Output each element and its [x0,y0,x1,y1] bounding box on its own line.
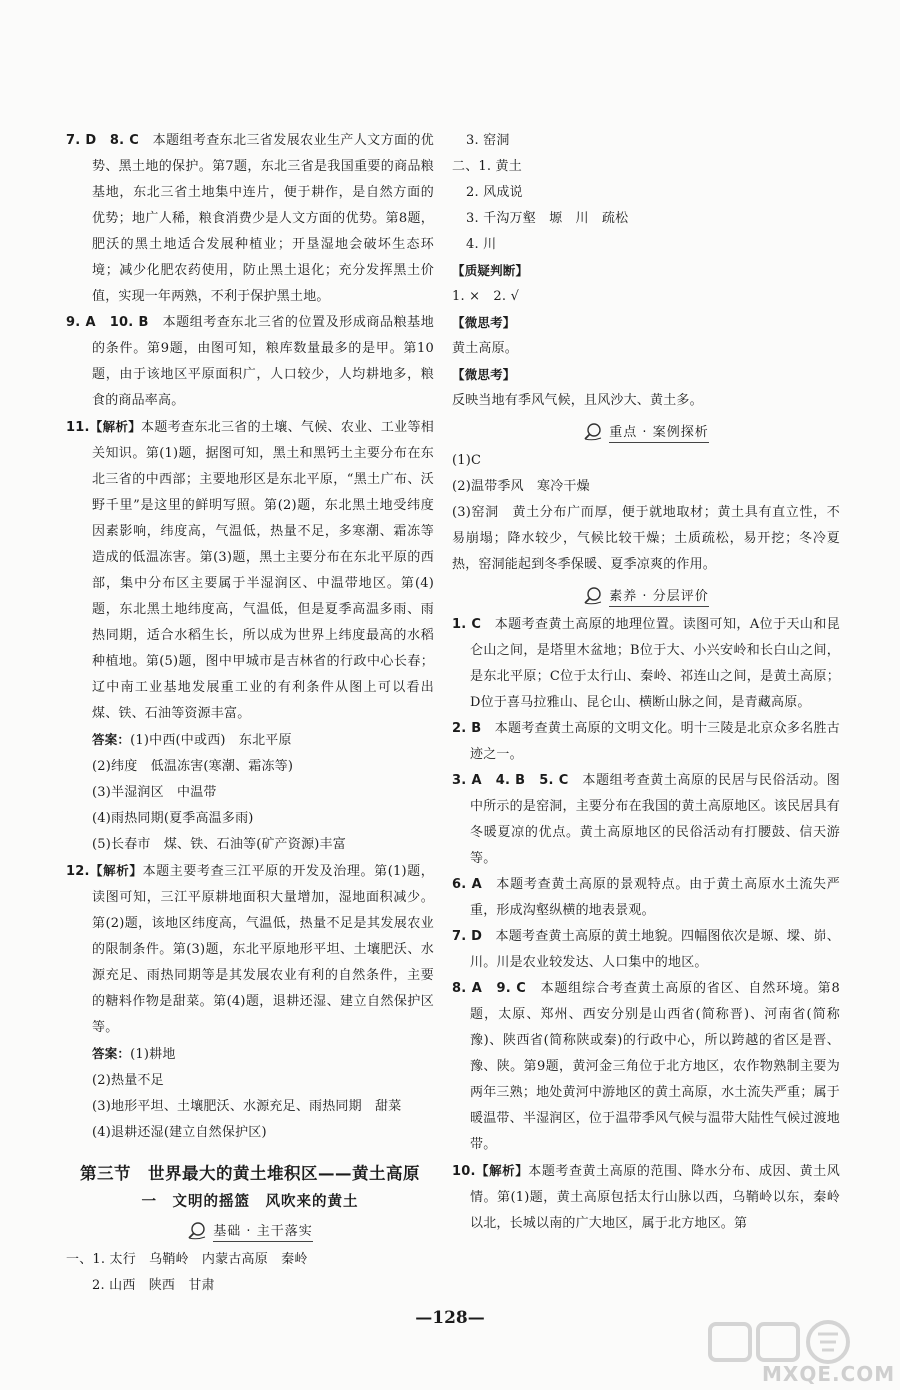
think-answer: 黄土高原。 [452,341,519,356]
think-answer: 反映当地有季风气候，且风沙大、黄土多。 [452,393,703,408]
question-number: 9. A 10. B [66,315,149,330]
judgment-answer: 1. × 2. √ [452,289,520,304]
think-label: 【微思考】 [452,315,516,330]
banner-label: 重点 · 案例探析 [609,421,708,443]
watermark-text: MXQE.COM [762,1362,896,1386]
explanation-text: 本题组考查东北三省的位置及形成商品粮基地的条件。第9题，由图可知，粮库数量最多的是甲。第10题，由于该地区平原面积广，人口较少，人均耕地多，粮食的商品率高。 [92,315,434,408]
answer-line: (1)中西(中或西) 东北平原 [130,733,292,748]
analysis-tag: 【解析】 [89,863,143,878]
answer-line: (2)温带季风 寒冷干燥 [452,479,590,494]
explanation-text: 本题组考查东北三省发展农业生产人文方面的优势、黑土地的保护。第7题，东北三省是我国重要的商品粮基地，东北三省土地集中连片，便于耕作，是自然方面的优势；地广人稀，粮食消费少是人文方面的优势。第8题，肥沃的黑土地适合发展种植业；开垦湿地会破坏生态环境；减少化肥农药使用，防止黑土退化；充分发挥黑土价值，实现一年两熟，不利于保护黑土地。 [92,133,435,304]
banner-label: 基础 · 主干落实 [213,1220,312,1242]
question-number: 7. D 8. C [66,133,139,148]
answer-line: (2)纬度 低温冻害(寒潮、霜冻等) [92,759,294,774]
answer-line: (2)热量不足 [92,1073,164,1088]
section-banner-evaluation [452,584,840,608]
answer-label-q11: 答案：(1)中西(中或西) 东北平原 [92,732,292,748]
banner-label: 素养 · 分层评价 [609,585,708,607]
answer-line: (4)雨热同期(夏季高温多雨) [92,811,254,826]
answer-item: 8. A 9. C 本题组综合考查黄土高原的省区、自然环境。第8题，太原、郑州、西安分别是山西省(简称晋)、河南省(简称豫)、陕西省(简称陕或秦)的行政中心，所以跨越的省区是晋、豫、陕。第9题，黄河金三角位于北方地区，农作物熟制主要为两年三熟；地处黄河中游地区的黄土高原，水土流失严重；属于暖温带、半湿润区，位于温带季风气候与温带大陆性气候过渡地带。 [452,981,841,1152]
think-label: 【微思考】 [452,367,516,382]
answer-line: 2. 风成说 [466,185,523,200]
answer-line: (1)C [452,453,482,468]
analysis-tag: 【解析】 [89,419,142,434]
answer-line: 4. 川 [466,237,497,252]
subsection-title: 一 文明的摇篮 风吹来的黄土 [141,1194,359,1210]
answer-line: 3. 窑洞 [466,133,510,148]
answer-line: 2. 山西 陕西 甘肃 [92,1278,215,1293]
answer-item: 7. D 本题考查黄土高原的黄土地貌。四幅图依次是塬、墚、峁、川。川是农业较发达、人口集中的地区。 [452,929,840,970]
answer-line: (3)地形平坦、土壤肥沃、水源充足、雨热同期 甜菜 [92,1099,402,1114]
judgment-label: 【质疑判断】 [452,263,529,278]
answer-item: 10.【解析】本题考查黄土高原的范围、降水分布、成因、黄土风情。第(1)题，黄土高原包括太行山脉以西，乌鞘岭以东，秦岭以北，长城以南的广大地区，属于北方地区。第 [452,1163,840,1231]
answer-line: (3)半湿润区 中温带 [92,785,217,800]
answer-item: 1. C 本题考查黄土高原的地理位置。读图可知，A位于天山和昆仑山之间，是塔里木盆地；B位于大、小兴安岭和长白山之间，是东北平原；C位于太行山、秦岭、祁连山之间，是黄土高原；D位于喜马拉雅山、昆仑山、横断山脉之间，是青藏高原。 [452,617,840,710]
right-column [452,128,840,1237]
answer-line: (5)长春市 煤、铁、石油等(矿产资源)丰富 [92,837,346,852]
answer-line: 3. 千沟万壑 塬 川 疏松 [466,211,629,226]
answer-item: 2. B 本题考查黄土高原的文明文化。明十三陵是北京众多名胜古迹之一。 [452,721,841,762]
question-number: 11. [66,420,90,435]
magnifier-icon [187,1221,207,1241]
explanation-text: 本题考查东北三省的土壤、气候、农业、工业等相关知识。第(1)题，据图可知，黑土和黑钙土主要分布在东北三省的中西部；主要地形区是东北平原，“黑土广布、沃野千里”是这里的鲜明写照。第(2)题，东北黑土地受纬度因素影响，纬度高，气温低，热量不足，多寒潮、霜冻等造成的低温冻害。第(3)题，黑土主要分布在东北平原的西部，集中分布区主要属于半湿润区、中温带地区。第(4)题，东北黑土地纬度高，气温低，但是夏季高温多雨、雨热同期，适合水稻生长，所以成为世界上纬度最高的水稻种植地。第(5)题，图中甲城市是吉林省的行政中心长春；辽中南工业基地发展重工业的有利条件从图上可以看出煤、铁、石油等资源丰富。 [92,420,434,721]
answer-line: (3)窑洞 黄土分布广而厚，便于就地取材；黄土具有直立性，不易崩塌；降水较少，气候比较干燥；土质疏松，易开挖；冬冷夏热，窑洞能起到冬季保暖、夏季凉爽的作用。 [452,505,840,572]
watermark-icon [700,1318,890,1366]
section-title: 第三节 世界最大的黄土堆积区——黄土高原 [80,1164,420,1183]
answer-q12 [66,858,434,1041]
answer-line: 一、1. 太行 乌鞘岭 内蒙古高原 秦岭 [66,1252,308,1267]
answer-q11 [66,414,434,727]
left-column [66,128,434,1299]
page-number: —128— [415,1308,485,1328]
answer-item: 6. A 本题考查黄土高原的景观特点。由于黄土高原水土流失严重，形成沟壑纵横的地表景观。 [452,877,840,918]
section-banner-basics [66,1219,434,1243]
answer-q7-8 [66,128,434,310]
answer-q9-10 [66,310,434,414]
watermark-logo [700,1318,896,1386]
explanation-text: 本题主要考查三江平原的开发及治理。第(1)题，读图可知，三江平原耕地面积大量增加，湿地面积减少。第(2)题，该地区纬度高，气温低，热量不足是其发展农业的限制条件。第(3)题，东北平原地形平坦、土壤肥沃、水源充足、雨热同期等是其发展农业有利的自然条件，主要的糖料作物是甜菜。第(4)题，退耕还湿、建立自然保护区等。 [92,864,435,1035]
answer-item: 3. A 4. B 5. C 本题组考查黄土高原的民居与民俗活动。图中所示的是窑洞，主要分布在我国的黄土高原地区。该民居具有冬暖夏凉的优点。黄土高原地区的民俗活动有打腰鼓、信天游等。 [452,773,840,866]
question-number: 12. [66,864,90,879]
magnifier-icon [583,586,603,606]
answer-line: (1)耕地 [130,1047,176,1062]
answer-line: (4)退耕还湿(建立自然保护区) [92,1125,267,1140]
answer-line: 二、1. 黄土 [452,159,522,174]
magnifier-icon [583,422,603,442]
section-banner-case [452,420,840,444]
answer-label-q12: 答案：(1)耕地 [92,1046,176,1062]
